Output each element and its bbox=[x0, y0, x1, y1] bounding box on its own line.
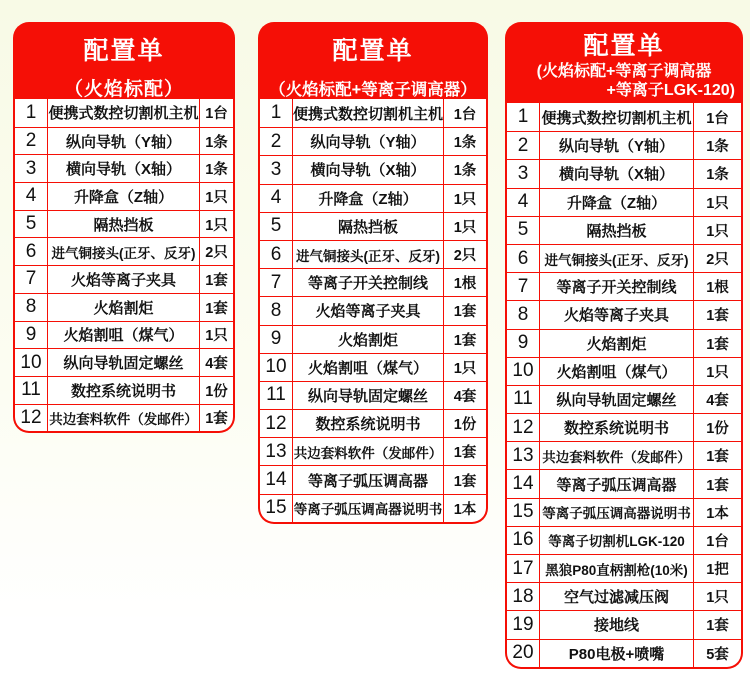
table-row bbox=[507, 413, 741, 441]
row-number: 18 bbox=[507, 583, 540, 610]
row-number: 10 bbox=[260, 354, 293, 381]
item-name: 等离子弧压调高器说明书 bbox=[293, 495, 444, 522]
row-number: 9 bbox=[15, 322, 48, 349]
item-name: 升降盒（Z轴） bbox=[540, 189, 694, 216]
item-qty: 1根 bbox=[706, 280, 729, 297]
table-row bbox=[260, 240, 486, 268]
item-name: 火焰割炬 bbox=[293, 326, 444, 353]
table-row bbox=[260, 268, 486, 296]
item-qty: 1只 bbox=[453, 219, 477, 236]
item-qty: 1套 bbox=[453, 332, 477, 349]
item-name: 便携式数控切割机主机 bbox=[293, 99, 444, 127]
table-header bbox=[13, 22, 235, 99]
row-number: 9 bbox=[507, 330, 540, 357]
item-qty: 1套 bbox=[453, 304, 477, 321]
table-row bbox=[260, 184, 486, 212]
row-number: 6 bbox=[507, 245, 540, 272]
item-name: 共边套料软件（发邮件） bbox=[48, 405, 200, 432]
table-subtitle-line: (火焰标配+等离子调高器 bbox=[536, 63, 712, 80]
table-row bbox=[507, 131, 741, 159]
item-name: 进气铜接头(正牙、反牙) bbox=[540, 245, 694, 272]
item-name: 等离子弧压调高器 bbox=[293, 466, 444, 493]
table-row bbox=[15, 321, 233, 349]
table-row bbox=[507, 300, 741, 328]
item-name: 等离子弧压调高器 bbox=[540, 470, 694, 497]
item-qty: 2只 bbox=[706, 252, 729, 269]
table-row bbox=[15, 404, 233, 432]
table-row bbox=[15, 210, 233, 238]
item-qty: 1套 bbox=[706, 618, 729, 635]
row-number: 10 bbox=[507, 358, 540, 385]
table-row bbox=[260, 353, 486, 381]
item-qty: 1根 bbox=[453, 276, 477, 293]
item-qty: 1只 bbox=[205, 328, 228, 345]
item-name: 纵向导轨固定螺丝 bbox=[540, 386, 694, 413]
row-number: 4 bbox=[507, 189, 540, 216]
item-name: 横向导轨（X轴） bbox=[48, 155, 200, 182]
item-name: 隔热挡板 bbox=[540, 217, 694, 244]
item-name: 火焰割炬 bbox=[48, 294, 200, 321]
table-row bbox=[15, 376, 233, 404]
table-body bbox=[13, 99, 235, 433]
item-qty: 5套 bbox=[706, 646, 729, 663]
item-qty: 1台 bbox=[706, 533, 729, 550]
row-number: 15 bbox=[260, 495, 293, 522]
item-name: P80电极+喷嘴 bbox=[540, 640, 694, 667]
table-row bbox=[260, 465, 486, 493]
row-number: 11 bbox=[260, 382, 293, 409]
item-qty: 1只 bbox=[706, 364, 729, 381]
table-subtitle-line: （火焰标配+等离子调高器） bbox=[269, 81, 477, 99]
item-qty: 1套 bbox=[706, 336, 729, 353]
item-qty: 4套 bbox=[706, 392, 729, 409]
item-name: 等离子切割机LGK-120 bbox=[540, 527, 694, 554]
item-name: 火焰割咀（煤气） bbox=[540, 358, 694, 385]
table-row bbox=[15, 293, 233, 321]
config-table-flame-plus-plasma-lgk120 bbox=[505, 22, 743, 669]
row-number: 12 bbox=[260, 410, 293, 437]
config-table-flame-standard bbox=[13, 22, 235, 433]
row-number: 4 bbox=[15, 183, 48, 210]
item-name: 隔热挡板 bbox=[48, 211, 200, 238]
row-number: 11 bbox=[507, 386, 540, 413]
item-name: 共边套料软件（发邮件） bbox=[293, 438, 444, 465]
table-row bbox=[15, 348, 233, 376]
table-row bbox=[260, 155, 486, 183]
item-qty: 1份 bbox=[453, 417, 477, 434]
item-name: 等离子开关控制线 bbox=[293, 269, 444, 296]
item-name: 便携式数控切割机主机 bbox=[48, 99, 200, 127]
table-title: 配置单 bbox=[332, 37, 414, 65]
row-number: 13 bbox=[507, 442, 540, 469]
table-row bbox=[507, 357, 741, 385]
table-header bbox=[505, 22, 743, 103]
table-row bbox=[260, 99, 486, 127]
item-qty: 1条 bbox=[453, 135, 477, 152]
item-qty: 1条 bbox=[453, 163, 477, 180]
table-row bbox=[260, 127, 486, 155]
item-name: 进气铜接头(正牙、反牙) bbox=[293, 241, 444, 268]
row-number: 1 bbox=[15, 99, 48, 127]
item-name: 纵向导轨（Y轴） bbox=[48, 128, 200, 155]
item-qty: 1套 bbox=[706, 477, 729, 494]
item-qty: 1套 bbox=[453, 473, 477, 490]
table-title: 配置单 bbox=[583, 32, 665, 60]
row-number: 7 bbox=[260, 269, 293, 296]
table-row bbox=[507, 272, 741, 300]
item-name: 火焰等离子夹具 bbox=[293, 297, 444, 324]
item-qty: 1套 bbox=[205, 300, 228, 317]
row-number: 5 bbox=[507, 217, 540, 244]
row-number: 1 bbox=[507, 103, 540, 131]
item-qty: 1套 bbox=[706, 308, 729, 325]
item-qty: 2只 bbox=[205, 245, 228, 262]
item-qty: 1只 bbox=[205, 217, 228, 234]
row-number: 8 bbox=[507, 301, 540, 328]
row-number: 3 bbox=[15, 155, 48, 182]
item-qty: 1条 bbox=[706, 167, 729, 184]
table-title: 配置单 bbox=[83, 37, 165, 65]
table-row bbox=[507, 639, 741, 667]
item-name: 数控系统说明书 bbox=[293, 410, 444, 437]
table-row bbox=[507, 244, 741, 272]
table-row bbox=[507, 188, 741, 216]
row-number: 14 bbox=[260, 466, 293, 493]
table-row bbox=[15, 99, 233, 127]
item-name: 纵向导轨（Y轴） bbox=[540, 132, 694, 159]
item-qty: 1套 bbox=[205, 411, 228, 428]
item-qty: 1只 bbox=[453, 360, 477, 377]
row-number: 11 bbox=[15, 377, 48, 404]
row-number: 7 bbox=[15, 266, 48, 293]
table-row bbox=[260, 381, 486, 409]
row-number: 2 bbox=[507, 132, 540, 159]
row-number: 9 bbox=[260, 326, 293, 353]
row-number: 2 bbox=[260, 128, 293, 155]
table-row bbox=[507, 498, 741, 526]
table-row bbox=[507, 582, 741, 610]
row-number: 15 bbox=[507, 499, 540, 526]
row-number: 10 bbox=[15, 349, 48, 376]
row-number: 3 bbox=[507, 160, 540, 187]
item-qty: 1条 bbox=[205, 162, 228, 179]
table-body bbox=[258, 99, 488, 524]
row-number: 20 bbox=[507, 640, 540, 667]
item-qty: 1本 bbox=[706, 505, 729, 522]
item-qty: 1只 bbox=[706, 223, 729, 240]
item-name: 黑狼P80直柄割枪(10米) bbox=[540, 555, 694, 582]
table-body bbox=[505, 103, 743, 669]
row-number: 8 bbox=[260, 297, 293, 324]
config-table-flame-plus-height-controller bbox=[258, 22, 488, 524]
row-number: 5 bbox=[260, 213, 293, 240]
table-subtitle-line: （火焰标配） bbox=[63, 79, 184, 99]
item-name: 横向导轨（X轴） bbox=[540, 160, 694, 187]
table-subtitle-line: +等离子LGK-120) bbox=[606, 82, 735, 99]
item-name: 火焰等离子夹具 bbox=[48, 266, 200, 293]
row-number: 12 bbox=[15, 405, 48, 432]
table-row bbox=[15, 154, 233, 182]
table-row bbox=[507, 526, 741, 554]
row-number: 7 bbox=[507, 273, 540, 300]
item-name: 纵向导轨固定螺丝 bbox=[48, 349, 200, 376]
table-subtitle bbox=[13, 74, 235, 99]
table-row bbox=[260, 296, 486, 324]
item-name: 数控系统说明书 bbox=[48, 377, 200, 404]
item-qty: 1台 bbox=[453, 106, 477, 123]
item-qty: 1只 bbox=[706, 590, 729, 607]
table-row bbox=[260, 409, 486, 437]
item-name: 等离子弧压调高器说明书 bbox=[540, 499, 694, 526]
item-qty: 1条 bbox=[205, 134, 228, 151]
table-row bbox=[507, 159, 741, 187]
table-row bbox=[507, 610, 741, 638]
item-name: 等离子开关控制线 bbox=[540, 273, 694, 300]
table-row bbox=[15, 127, 233, 155]
row-number: 1 bbox=[260, 99, 293, 127]
row-number: 12 bbox=[507, 414, 540, 441]
row-number: 13 bbox=[260, 438, 293, 465]
item-qty: 1台 bbox=[205, 106, 228, 123]
row-number: 14 bbox=[507, 470, 540, 497]
table-row bbox=[260, 494, 486, 522]
table-subtitle bbox=[505, 62, 743, 100]
item-qty: 1套 bbox=[453, 445, 477, 462]
item-qty: 2只 bbox=[453, 248, 477, 265]
item-name: 火焰割咀（煤气） bbox=[48, 322, 200, 349]
row-number: 2 bbox=[15, 128, 48, 155]
item-qty: 4套 bbox=[205, 356, 228, 373]
table-row bbox=[507, 469, 741, 497]
item-name: 空气过滤减压阀 bbox=[540, 583, 694, 610]
item-qty: 1套 bbox=[205, 272, 228, 289]
item-qty: 4套 bbox=[453, 388, 477, 405]
item-name: 数控系统说明书 bbox=[540, 414, 694, 441]
item-name: 火焰割炬 bbox=[540, 330, 694, 357]
item-name: 纵向导轨固定螺丝 bbox=[293, 382, 444, 409]
item-qty: 1套 bbox=[706, 449, 729, 466]
item-qty: 1份 bbox=[706, 421, 729, 438]
item-qty: 1台 bbox=[706, 110, 729, 127]
item-qty: 1本 bbox=[453, 501, 477, 518]
item-qty: 1只 bbox=[706, 195, 729, 212]
item-qty: 1份 bbox=[205, 383, 228, 400]
row-number: 6 bbox=[260, 241, 293, 268]
row-number: 6 bbox=[15, 238, 48, 265]
table-row bbox=[507, 385, 741, 413]
table-row bbox=[507, 441, 741, 469]
item-name: 隔热挡板 bbox=[293, 213, 444, 240]
row-number: 5 bbox=[15, 211, 48, 238]
item-name: 纵向导轨（Y轴） bbox=[293, 128, 444, 155]
row-number: 19 bbox=[507, 611, 540, 638]
row-number: 3 bbox=[260, 156, 293, 183]
item-qty: 1只 bbox=[205, 189, 228, 206]
table-row bbox=[260, 212, 486, 240]
table-row bbox=[260, 437, 486, 465]
table-row bbox=[507, 103, 741, 131]
item-name: 升降盒（Z轴） bbox=[293, 185, 444, 212]
item-qty: 1把 bbox=[706, 562, 729, 579]
table-row bbox=[15, 237, 233, 265]
table-header bbox=[258, 22, 488, 99]
item-name: 共边套料软件（发邮件） bbox=[540, 442, 694, 469]
item-name: 接地线 bbox=[540, 611, 694, 638]
row-number: 16 bbox=[507, 527, 540, 554]
item-name: 进气铜接头(正牙、反牙) bbox=[48, 238, 200, 265]
item-name: 升降盒（Z轴） bbox=[48, 183, 200, 210]
row-number: 17 bbox=[507, 555, 540, 582]
table-row bbox=[15, 265, 233, 293]
item-name: 横向导轨（X轴） bbox=[293, 156, 444, 183]
row-number: 8 bbox=[15, 294, 48, 321]
item-name: 火焰割咀（煤气） bbox=[293, 354, 444, 381]
table-row bbox=[507, 554, 741, 582]
table-subtitle bbox=[258, 76, 488, 99]
item-qty: 1条 bbox=[706, 139, 729, 156]
item-name: 便携式数控切割机主机 bbox=[540, 103, 694, 131]
item-qty: 1只 bbox=[453, 191, 477, 208]
table-row bbox=[507, 329, 741, 357]
table-row bbox=[507, 216, 741, 244]
table-row bbox=[15, 182, 233, 210]
row-number: 4 bbox=[260, 185, 293, 212]
table-row bbox=[260, 325, 486, 353]
item-name: 火焰等离子夹具 bbox=[540, 301, 694, 328]
